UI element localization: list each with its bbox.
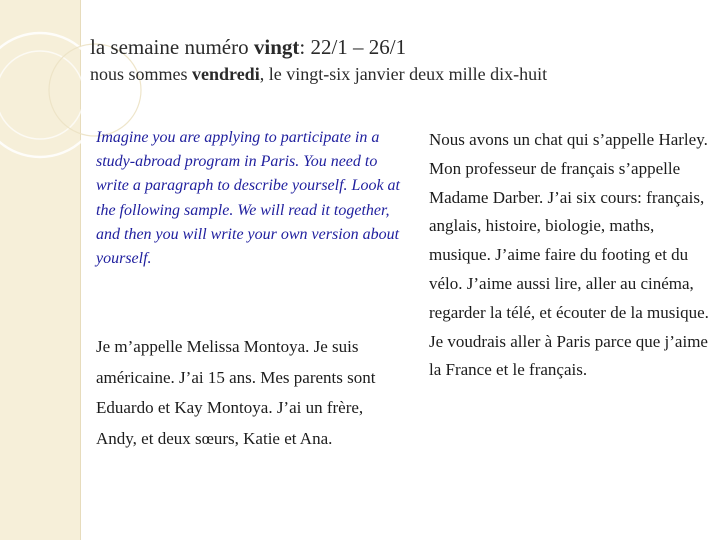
decorative-sidebar bbox=[0, 0, 81, 540]
instructions-text: Imagine you are applying to participate in a study-abroad program in Paris. You need to write a paragraph to describe yourself. Look at the following sample. We will read it together, and then you will write your own version about yourself. bbox=[96, 129, 400, 268]
sample-paragraph-part-2: Nous avons un chat qui s’appelle Harley. Mon professeur de français s’appelle Madame Darber. J’ai six cours: français, anglais, histoire, biologie, maths, musique. J’aime faire du footing et du vélo. J’aime aussi lire, aller au cinéma, regarder la télé, et écouter de la musique. Je voudrais aller à Paris parce que j’aime la France et le français. bbox=[429, 130, 709, 380]
page-subtitle bbox=[90, 64, 547, 85]
subtitle-day: vendredi bbox=[192, 64, 260, 84]
subtitle-date: , le vingt-six janvier deux mille dix-huit bbox=[259, 64, 548, 84]
title-week-number: vingt bbox=[253, 35, 300, 59]
title-prefix: la semaine numéro bbox=[90, 35, 254, 59]
subtitle-prefix: nous sommes bbox=[90, 64, 193, 84]
sample-paragraph-part-1: Je m’appelle Melissa Montoya. Je suis américaine. J’ai 15 ans. Mes parents sont Eduardo et Kay Montoya. J’ai un frère, Andy, et deux sœurs, Katie et Ana. bbox=[96, 337, 376, 448]
title-dates: : 22/1 – 26/1 bbox=[299, 35, 407, 59]
page-title bbox=[90, 35, 406, 60]
